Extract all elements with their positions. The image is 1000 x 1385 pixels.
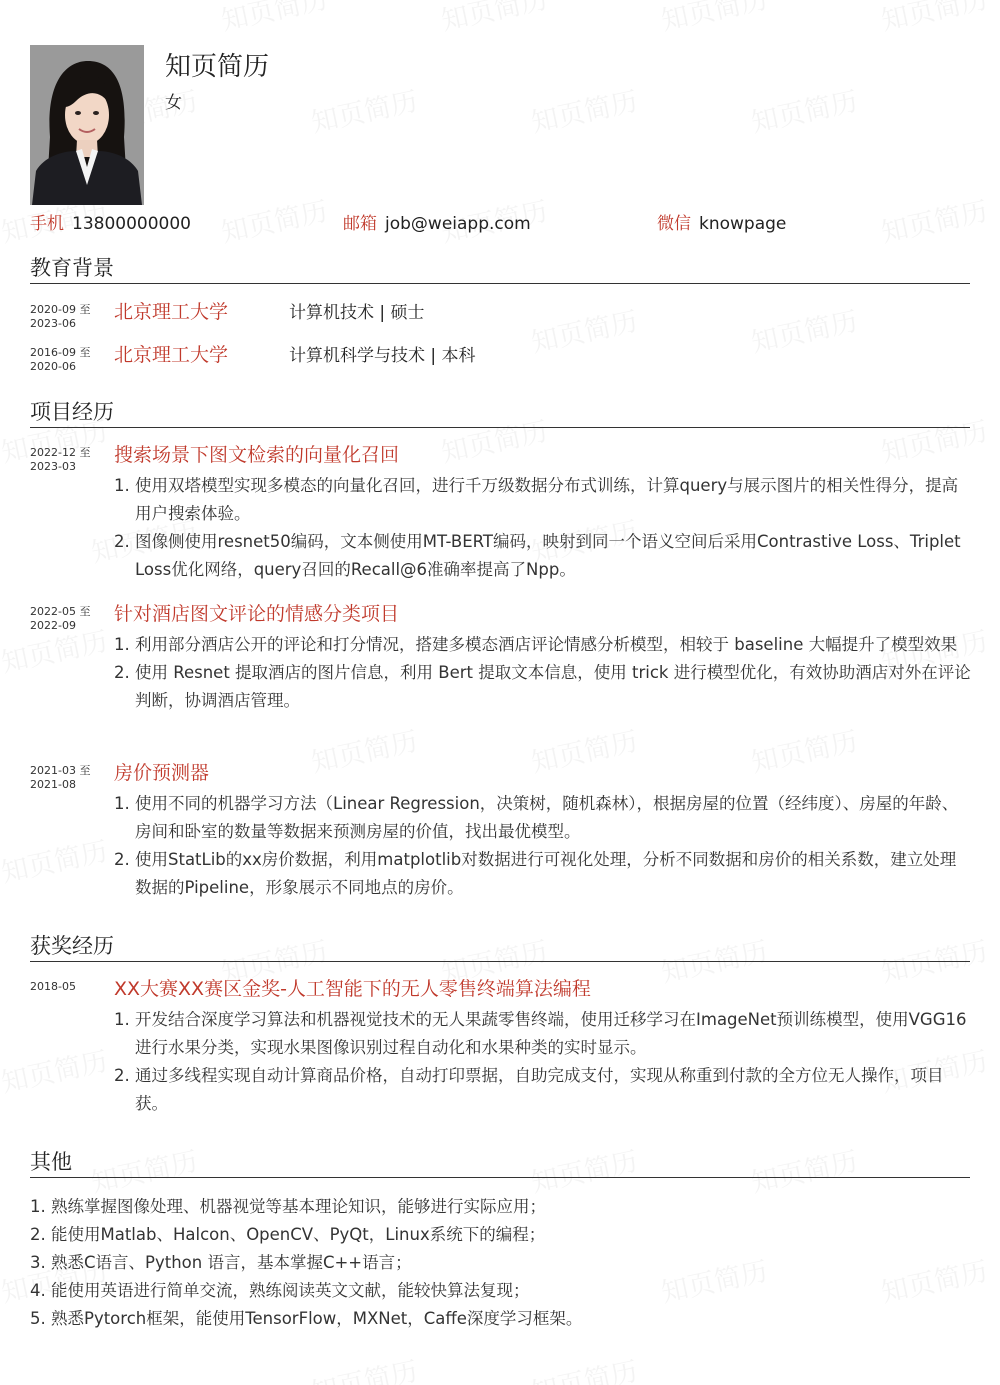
item-text: 开发结合深度学习算法和机器视觉技术的无人果蔬零售终端，使用迁移学习在ImageNet预训练模型，使用VGG16进行水果分类，实现水果图像识别过程自动化和水果种类的实时显示。 bbox=[135, 1010, 967, 1057]
profile-photo bbox=[30, 45, 144, 205]
item-text: 使用双塔模型实现多模态的向量化召回，进行千万级数据分布式训练，计算query与展示图片的相关性得分，提高用户搜索体验。 bbox=[135, 476, 959, 523]
edu-date bbox=[30, 346, 90, 374]
date-end: 2022-09 bbox=[30, 619, 76, 632]
item-number: 1. bbox=[114, 1010, 130, 1029]
item-text: 使用 Resnet 提取酒店的图片信息，利用 Bert 提取文本信息，使用 trick 进行模型优化，有效协助酒店对外在评论判断，协调酒店管理。 bbox=[135, 663, 971, 710]
wechat-label: 微信 bbox=[657, 214, 691, 234]
edu-school: 北京理工大学 bbox=[114, 301, 229, 323]
project-item-list bbox=[114, 790, 972, 902]
date-start: 2022-12 至 bbox=[30, 446, 91, 459]
date-end: 2023-03 bbox=[30, 460, 76, 473]
project-date bbox=[30, 605, 90, 633]
date-single: 2018-05 bbox=[30, 980, 76, 993]
list-item bbox=[114, 659, 972, 715]
list-item bbox=[114, 631, 972, 659]
list-item: 2. 能使用Matlab、Halcon、OpenCV、PyQt，Linux系统下的编程； bbox=[30, 1225, 546, 1244]
item-number: 2. bbox=[114, 532, 130, 551]
award-item-list bbox=[114, 1006, 972, 1118]
date-start: 2022-05 至 bbox=[30, 605, 91, 618]
list-item bbox=[114, 790, 972, 846]
list-item bbox=[114, 1062, 972, 1118]
project-title: 房价预测器 bbox=[114, 762, 210, 784]
project-item-list bbox=[114, 631, 972, 715]
item-text: 通过多线程实现自动计算商品价格，自动打印票据，自助完成支付，实现从称重到付款的全方位无人操作，项目获。 bbox=[135, 1066, 944, 1113]
contact-phone bbox=[30, 209, 191, 234]
date-end: 2023-06 bbox=[30, 317, 76, 330]
date-start: 2020-09 至 bbox=[30, 303, 91, 316]
item-number: 1. bbox=[114, 476, 130, 495]
phone-label: 手机 bbox=[30, 214, 64, 234]
date-end: 2021-08 bbox=[30, 778, 76, 791]
item-number: 1. bbox=[114, 794, 130, 813]
list-item bbox=[114, 528, 972, 584]
section-title-other: 其他 bbox=[30, 1147, 970, 1178]
edu-major: 计算机科学与技术 | 本科 bbox=[289, 346, 476, 366]
project-date bbox=[30, 446, 90, 474]
item-text: 图像侧使用resnet50编码，文本侧使用MT-BERT编码，映射到同一个语义空间后采用Contrastive Loss、Triplet Loss优化网络，query召回的Recall@6准确率提高了Npp。 bbox=[135, 532, 961, 579]
other-list bbox=[30, 1193, 970, 1333]
candidate-name: 知页简历 bbox=[165, 52, 270, 82]
list-item bbox=[114, 846, 972, 902]
section-title-education: 教育背景 bbox=[30, 253, 970, 284]
item-number: 2. bbox=[114, 1066, 130, 1085]
item-text: 利用部分酒店公开的评论和打分情况，搭建多模态酒店评论情感分析模型，相较于 baseline 大幅提升了模型效果 bbox=[135, 635, 958, 654]
project-title: 针对酒店图文评论的情感分类项目 bbox=[114, 603, 400, 625]
section-title-awards: 获奖经历 bbox=[30, 931, 970, 962]
item-number: 1. bbox=[114, 635, 130, 654]
date-end: 2020-06 bbox=[30, 360, 76, 373]
email-label: 邮箱 bbox=[343, 214, 377, 234]
email-value: job@weiapp.com bbox=[385, 214, 531, 234]
award-title: XX大赛XX赛区金奖-人工智能下的无人零售终端算法编程 bbox=[114, 978, 591, 1000]
list-item: 4. 能使用英语进行简单交流，熟练阅读英文文献，能较快算法复现； bbox=[30, 1281, 530, 1300]
item-number: 2. bbox=[114, 850, 130, 869]
section-title-projects: 项目经历 bbox=[30, 397, 970, 428]
edu-major: 计算机技术 | 硕士 bbox=[289, 303, 425, 323]
list-item bbox=[114, 1006, 972, 1062]
contact-wechat bbox=[657, 209, 786, 234]
edu-school: 北京理工大学 bbox=[114, 344, 229, 366]
edu-date bbox=[30, 303, 90, 331]
phone-value: 13800000000 bbox=[72, 214, 191, 234]
portrait-image bbox=[30, 45, 144, 205]
contact-email bbox=[343, 209, 531, 234]
list-item: 5. 熟悉Pytorch框架，能使用TensorFlow，MXNet，Caffe深度学习框架。 bbox=[30, 1309, 583, 1328]
date-start: 2016-09 至 bbox=[30, 346, 91, 359]
wechat-value: knowpage bbox=[699, 214, 787, 234]
item-text: 使用不同的机器学习方法（Linear Regression，决策树，随机森林），根据房屋的位置（经纬度）、房屋的年龄、房间和卧室的数量等数据来预测房屋的价值，找出最优模型。 bbox=[135, 794, 959, 841]
list-item: 3. 熟悉C语言、Python 语言，基本掌握C++语言； bbox=[30, 1253, 412, 1272]
project-title: 搜索场景下图文检索的向量化召回 bbox=[114, 444, 400, 466]
list-item bbox=[114, 472, 972, 528]
candidate-gender: 女 bbox=[165, 93, 182, 113]
item-text: 使用StatLib的xx房价数据，利用matplotlib对数据进行可视化处理，分析不同数据和房价的相关系数，建立处理数据的Pipeline，形象展示不同地点的房价。 bbox=[135, 850, 957, 897]
project-date bbox=[30, 764, 90, 792]
project-item-list bbox=[114, 472, 972, 584]
item-number: 2. bbox=[114, 663, 130, 682]
award-date bbox=[30, 980, 76, 994]
list-item: 1. 熟练掌握图像处理、机器视觉等基本理论知识，能够进行实际应用； bbox=[30, 1197, 546, 1216]
date-start: 2021-03 至 bbox=[30, 764, 91, 777]
